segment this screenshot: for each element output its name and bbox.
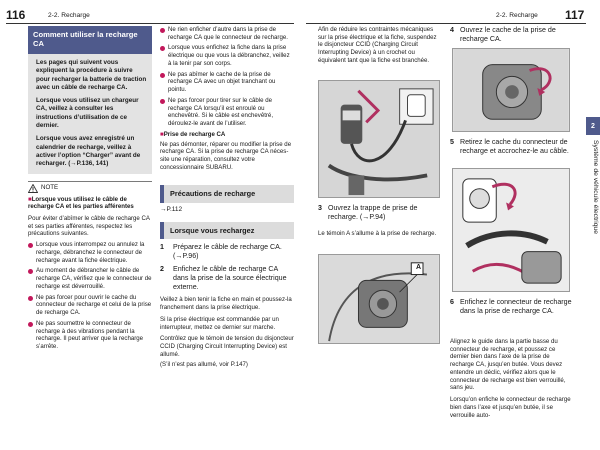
- connector-image: [453, 169, 569, 291]
- step-text: Ouvrez la trappe de prise de recharge. (→P.94): [327, 204, 418, 222]
- list-item: Ne pas soumettre le connecteur de recharge à des vibrations pendant la recharge. Il peut arriver que la recharge s’arrête.: [28, 320, 152, 351]
- list-item: Ne pas forcer pour ouvrir le cache du connecteur de recharge et celui de la prise de recharge CA.: [28, 294, 152, 317]
- intro-paragraph: Les pages qui suivent vous expliquent la procédure à suivre pour recharger la batterie de traction avec un câble de recharge CA.: [36, 58, 147, 91]
- step-number: 2: [160, 264, 164, 273]
- note-header: [28, 181, 152, 193]
- intro-paragraph: Lorsque vous utilisez un chargeur CA, veillez à consulter les instructions d’utilisation de ce dernier.: [36, 97, 139, 130]
- charging-port-illustration: [318, 254, 440, 344]
- intro-paragraph: Lorsque vous avez enregistré un calendrier de recharge, veillez à activer l’option “Charger” avant de recharger. (→P.136, 141): [36, 135, 141, 168]
- step-text: Retirez le cache du connecteur de recharge et accrochez-le au câble.: [459, 138, 569, 156]
- list-item: Lorsque vous enfichez la fiche dans la prise électrique ou que vous la débranchez, veillez à la tenir par son corps.: [160, 44, 294, 67]
- right-header-rule: [306, 23, 586, 24]
- paragraph: (S’il n’est pas allumé, voir P.147): [160, 360, 248, 368]
- list-item: Au moment de débrancher le câble de recharge CA, vérifiez que le connecteur de recharge est déverrouillé.: [28, 267, 152, 290]
- note-bullet-list: [28, 241, 152, 351]
- section-title-box: Comment utiliser la recharge CA: [28, 26, 152, 54]
- disposal-title: [160, 131, 294, 139]
- paragraph: Lorsqu’on enfiche le connecteur de recharge bien dans l’axe et jusqu’en butée, il se verrouille auto-: [450, 396, 571, 419]
- list-item: Ne pas forcer pour tirer sur le câble de recharge CA lorsqu’il est enroulé ou enchevêtré. Si le câble est enchevêtré, déroulez-le avant de l’utiliser.: [160, 97, 294, 128]
- paragraph: Contrôlez que le témoin de tension du disjoncteur CCID (Charging Circuit Interrupting Device) est allumé.: [160, 335, 294, 358]
- step-6: [450, 298, 574, 316]
- paragraph: Alignez le guide dans la partie basse du connecteur de recharge, et poussez ce dernier bien dans l’axe de la prise de recharge CA, jusqu’en butée. Vous devez entendre un déclic, vérifiez alors que le connecteur de recharge est bien verrouillé, sans jeu.: [450, 338, 566, 392]
- left-page-number: 116: [6, 8, 26, 22]
- step-number: 1: [160, 243, 164, 252]
- paragraph: Veillez à bien tenir la fiche en main et poussez-la franchement dans la prise électrique.: [160, 296, 292, 312]
- note-bullet-list-continued: [160, 26, 294, 128]
- step-number: 4: [450, 26, 454, 34]
- step-list: [160, 243, 294, 292]
- step-number: 5: [450, 138, 454, 146]
- step-4: [450, 26, 574, 44]
- step-item: [160, 265, 294, 293]
- note-title-text: Lorsque vous utilisez le câble de recharge CA et les parties afférentes: [28, 195, 134, 211]
- step-3: [318, 204, 442, 222]
- square-bullet-icon: ■: [28, 195, 32, 203]
- note-text: Pour éviter d’abîmer le câble de recharge CA et ses parties afférentes, respectez les précautions suivantes.: [28, 215, 150, 238]
- list-item: Ne pas abîmer le cache de la prise de recharge CA avec un objet tranchant ou pointu.: [160, 71, 294, 94]
- left-header-rule: [6, 23, 294, 24]
- indicator-text: Le témoin A s’allume à la prise de recharge.: [318, 230, 437, 237]
- port-cover-image: [453, 49, 569, 131]
- step-text: Ouvrez le cache de la prise de recharge CA.: [459, 26, 556, 44]
- column-4-text: [450, 338, 574, 419]
- list-item: Ne rien enficher d’autre dans la prise de recharge CA que le connecteur de recharge.: [160, 26, 294, 41]
- step-text: Enfichez le câble de recharge CA dans la prise de la source électrique externe.: [173, 264, 287, 292]
- ccid-hook-illustration: [318, 80, 440, 198]
- note-title: [28, 196, 152, 211]
- column-2: [160, 26, 294, 368]
- disposal-title-text: Prise de recharge CA: [163, 130, 226, 138]
- intro-box: [28, 54, 152, 174]
- ccid-paragraph: Afin de réduire les contraintes mécaniques sur la prise électrique et la fiche, suspendez le disjoncteur CCID (Charging Circuit Interrupting Device) à un crochet ou équivalent tant que la fiche est branchée.: [318, 26, 437, 64]
- precautions-heading: Précautions de recharge: [160, 185, 294, 202]
- chapter-label: Système de véhicule électrique: [592, 140, 599, 235]
- connector-insertion-illustration: [452, 168, 570, 292]
- square-bullet-icon: ■: [160, 130, 164, 138]
- list-item: Lorsque vous interrompez ou annulez la recharge, débranchez le connecteur de recharge avant la fiche électrique.: [28, 241, 152, 264]
- chapter-tab[interactable]: 2: [586, 117, 600, 135]
- right-section-title: 2-2. Recharge: [496, 12, 538, 19]
- step-number: 3: [318, 204, 322, 212]
- column-1: [28, 26, 152, 354]
- step-number: 6: [450, 298, 454, 306]
- warning-triangle-icon: [28, 184, 38, 193]
- step-text: Enfichez le connecteur de recharge dans la prise de recharge CA.: [459, 298, 572, 316]
- step-5: [450, 138, 574, 156]
- step-text: Préparez le câble de recharge CA. (→P.96): [173, 243, 282, 261]
- step-item: [160, 243, 294, 261]
- callout-label-a: A: [416, 264, 422, 271]
- left-section-title: 2-2. Recharge: [48, 12, 90, 19]
- precautions-reference-link[interactable]: →P.112: [160, 205, 183, 213]
- paragraph: Si la prise électrique est commandée par un interrupteur, mettez ce dernier sur marche.: [160, 315, 279, 331]
- recharge-heading: Lorsque vous rechargez: [160, 222, 294, 239]
- indicator-note: [318, 230, 442, 238]
- disposal-text: Ne pas démonter, réparer ou modifier la prise de recharge CA. Si la prise de recharge CA nécessite une réparation, consultez votre concessionnaire SUBARU.: [160, 140, 292, 171]
- port-cover-illustration: [452, 48, 570, 132]
- right-page-number: 117: [565, 8, 585, 22]
- wall-outlet-image: [319, 81, 439, 197]
- note-label: NOTE: [41, 184, 59, 192]
